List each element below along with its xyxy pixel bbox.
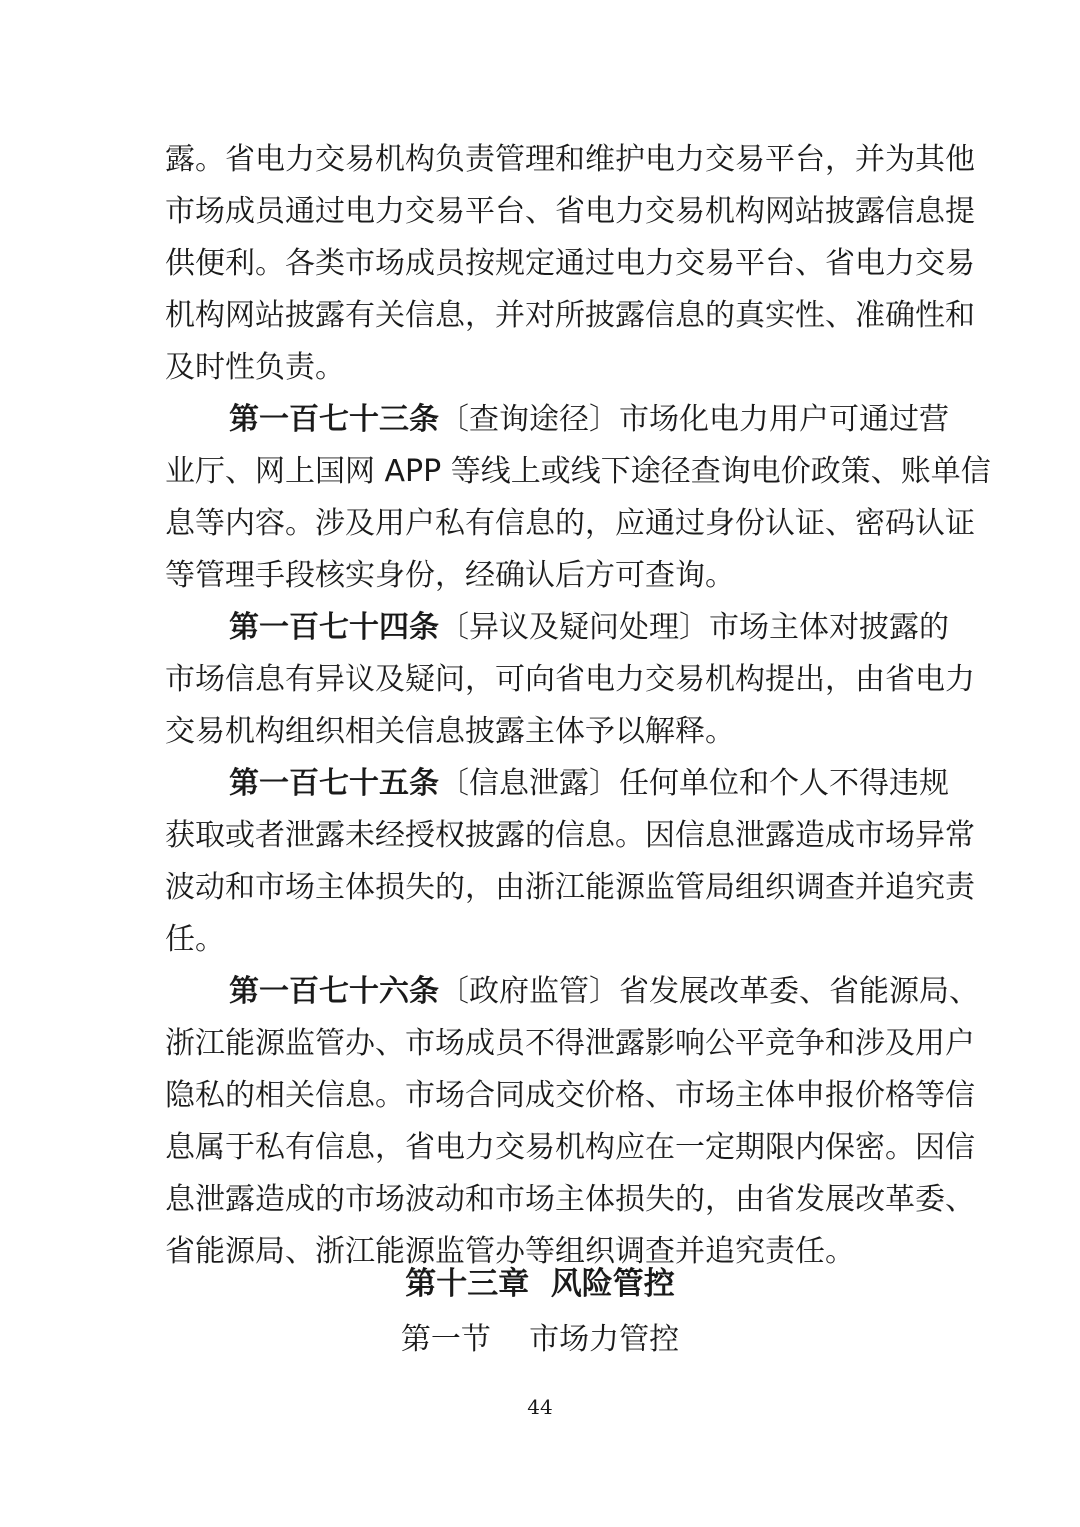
text-line: 息泄露造成的市场波动和市场主体损失的，由省发展改革委、 <box>165 1182 975 1217</box>
text-line: 任。 <box>165 922 225 957</box>
text-line: 息等内容。涉及用户私有信息的，应通过身份认证、密码认证 <box>165 506 975 541</box>
article-heading: 第一百七十五条 <box>229 766 439 801</box>
article-text: 〔查询途径〕市场化电力用户可通过营 <box>439 402 949 437</box>
text-line: 浙江能源监管办、市场成员不得泄露影响公平竞争和涉及用户 <box>165 1026 975 1061</box>
article-text: 〔异议及疑问处理〕市场主体对披露的 <box>439 610 949 645</box>
text-line: 供便利。各类市场成员按规定通过电力交易平台、省电力交易 <box>165 246 975 281</box>
text-line: 息属于私有信息，省电力交易机构应在一定期限内保密。因信 <box>165 1130 975 1165</box>
chapter-title: 第十三章 风险管控 <box>405 1266 675 1302</box>
article-heading: 第一百七十六条 <box>229 974 439 1009</box>
text-line: 机构网站披露有关信息，并对所披露信息的真实性、准确性和 <box>165 298 975 333</box>
text-line: 业厅、网上国网 APP 等线上或线下途径查询电价政策、账单信 <box>165 454 991 489</box>
text-line: 等管理手段核实身份，经确认后方可查询。 <box>165 558 735 593</box>
text-line: 省能源局、浙江能源监管办等组织调查并追究责任。 <box>165 1234 855 1269</box>
text-line: 市场信息有异议及疑问，可向省电力交易机构提出，由省电力 <box>165 662 975 697</box>
text-line: 露。省电力交易机构负责管理和维护电力交易平台，并为其他 <box>165 142 975 177</box>
text-line: 市场成员通过电力交易平台、省电力交易机构网站披露信息提 <box>165 194 975 229</box>
article-text: 〔信息泄露〕任何单位和个人不得违规 <box>439 766 949 801</box>
text-line: 及时性负责。 <box>165 350 345 385</box>
article-174-line <box>165 602 949 654</box>
article-heading: 第一百七十四条 <box>229 610 439 645</box>
page-number: 44 <box>527 1395 553 1419</box>
article-175-line <box>165 758 949 810</box>
article-heading: 第一百七十三条 <box>229 402 439 437</box>
text-line: 波动和市场主体损失的，由浙江能源监管局组织调查并追究责 <box>165 870 975 905</box>
text-line: 交易机构组织相关信息披露主体予以解释。 <box>165 714 735 749</box>
body-text <box>165 134 991 1278</box>
article-176-line <box>165 966 979 1018</box>
section-title: 第一节 市场力管控 <box>400 1322 680 1357</box>
article-text: 〔政府监管〕省发展改革委、省能源局、 <box>439 974 979 1009</box>
article-173-line <box>165 394 949 446</box>
text-line: 获取或者泄露未经授权披露的信息。因信息泄露造成市场异常 <box>165 818 975 853</box>
text-line: 隐私的相关信息。市场合同成交价格、市场主体申报价格等信 <box>165 1078 975 1113</box>
